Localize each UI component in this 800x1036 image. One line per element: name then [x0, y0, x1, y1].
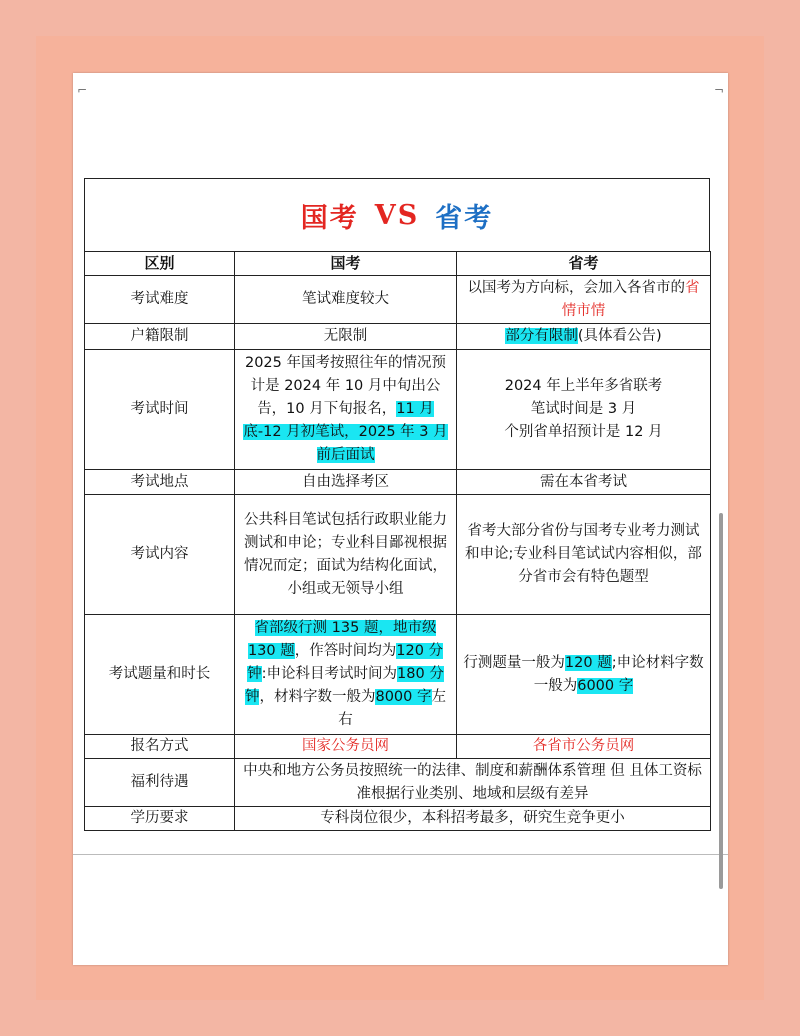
- cell-shengkao: 省考大部分省份与国考专业考力测试和申论;专业科目笔试试内容相似，部分省市会有特色题型: [457, 495, 711, 615]
- table-row: [85, 324, 711, 350]
- cell-text: 行测题量一般为: [463, 654, 565, 671]
- corner-mark-left: ⌐: [76, 83, 88, 97]
- table-row: [85, 350, 711, 470]
- table-row: [85, 276, 711, 324]
- cell-shengkao: [457, 615, 711, 735]
- comparison-table: [84, 251, 711, 831]
- header-guokao: 国考: [235, 252, 457, 276]
- cell-text: ，作答时间均为: [294, 643, 397, 659]
- row-label: 考试地点: [85, 470, 235, 495]
- table-header-row: [85, 252, 711, 276]
- table-row: [85, 615, 711, 735]
- title-shengkao: 省考: [435, 202, 494, 234]
- page-title: [84, 178, 710, 251]
- scrollbar-thumb[interactable]: [719, 513, 723, 889]
- cell-text-highlight: 120 题: [564, 654, 612, 671]
- cell-guokao: 无限制: [235, 324, 457, 350]
- row-label: 考试难度: [85, 276, 235, 324]
- cell-text-highlight: 8000 字: [375, 689, 432, 705]
- header-difference: 区别: [85, 252, 235, 276]
- row-label: 报名方式: [85, 735, 235, 759]
- table-row: [85, 495, 711, 615]
- cell-text: (具体看公告): [577, 328, 662, 344]
- header-shengkao: 省考: [457, 252, 711, 276]
- table-row: [85, 807, 711, 831]
- cell-guokao: 公共科目笔试包括行政职业能力测试和申论；专业科目鄙视根据情况而定；面试为结构化面试，小组或无领导小组: [235, 495, 457, 615]
- cell-shengkao: [457, 276, 711, 324]
- cell-line: 2024 年上半年多省联考: [504, 378, 663, 394]
- cell-shengkao: 需在本省考试: [457, 470, 711, 495]
- corner-mark-right: ¬: [713, 83, 725, 97]
- cell-text-highlight: 6000 字: [577, 677, 634, 694]
- cell-text-highlight: 120 分钟: [247, 643, 444, 682]
- title-guokao: 国考: [300, 202, 359, 234]
- cell-text: ;申论材料字数一般为: [533, 654, 704, 694]
- cell-text: :申论科目考试时间为: [261, 666, 398, 682]
- table-row: [85, 470, 711, 495]
- cell-line: 笔试时间是 3 月: [530, 401, 637, 417]
- title-vs: VS: [374, 199, 420, 231]
- cell-shengkao: 各省市公务员网: [457, 735, 711, 759]
- table-row: [85, 735, 711, 759]
- row-label: 考试题量和时长: [85, 615, 235, 735]
- cell-text-highlight: 11 月底-12 月初笔试，2025 年 3 月前后面试: [243, 401, 448, 463]
- cell-guokao: 笔试难度较大: [235, 276, 457, 324]
- table-row: [85, 759, 711, 807]
- cell-text-red: 省情市情: [561, 279, 700, 319]
- row-label: 考试内容: [85, 495, 235, 615]
- cell-text: 左右: [338, 689, 446, 728]
- cell-merged: 专科岗位很少，本科招考最多，研究生竞争更小: [235, 807, 711, 831]
- cell-guokao: 国家公务员网: [235, 735, 457, 759]
- cell-shengkao: [457, 350, 711, 470]
- cell-text-highlight: 部分有限制: [505, 328, 578, 344]
- cell-guokao: [235, 350, 457, 470]
- comparison-table-wrapper: [84, 178, 710, 831]
- cell-text: ，材料字数一般为: [259, 689, 376, 705]
- cell-text: 以国考为方向标，会加入各省市的: [467, 279, 685, 296]
- row-label: 福利待遇: [85, 759, 235, 807]
- row-label: 学历要求: [85, 807, 235, 831]
- cell-text-highlight: 省部级行测 135 题，地市级 130 题: [247, 620, 437, 659]
- row-label: 考试时间: [85, 350, 235, 470]
- divider-line: [73, 854, 728, 855]
- cell-merged: 中央和地方公务员按照统一的法律、制度和薪酬体系管理 但 且体工资标准根据行业类别、地域和层级有差异: [235, 759, 711, 807]
- cell-shengkao: [457, 324, 711, 350]
- cell-guokao: 自由选择考区: [235, 470, 457, 495]
- cell-line: 个别省单招预计是 12 月: [504, 424, 663, 440]
- cell-guokao: [235, 615, 457, 735]
- row-label: 户籍限制: [85, 324, 235, 350]
- cell-text-highlight: 180 分钟: [244, 666, 444, 705]
- cell-text: 2025 年国考按照往年的情况预计是 2024 年 10 月中旬出公告，10 月下旬报名，: [244, 355, 446, 417]
